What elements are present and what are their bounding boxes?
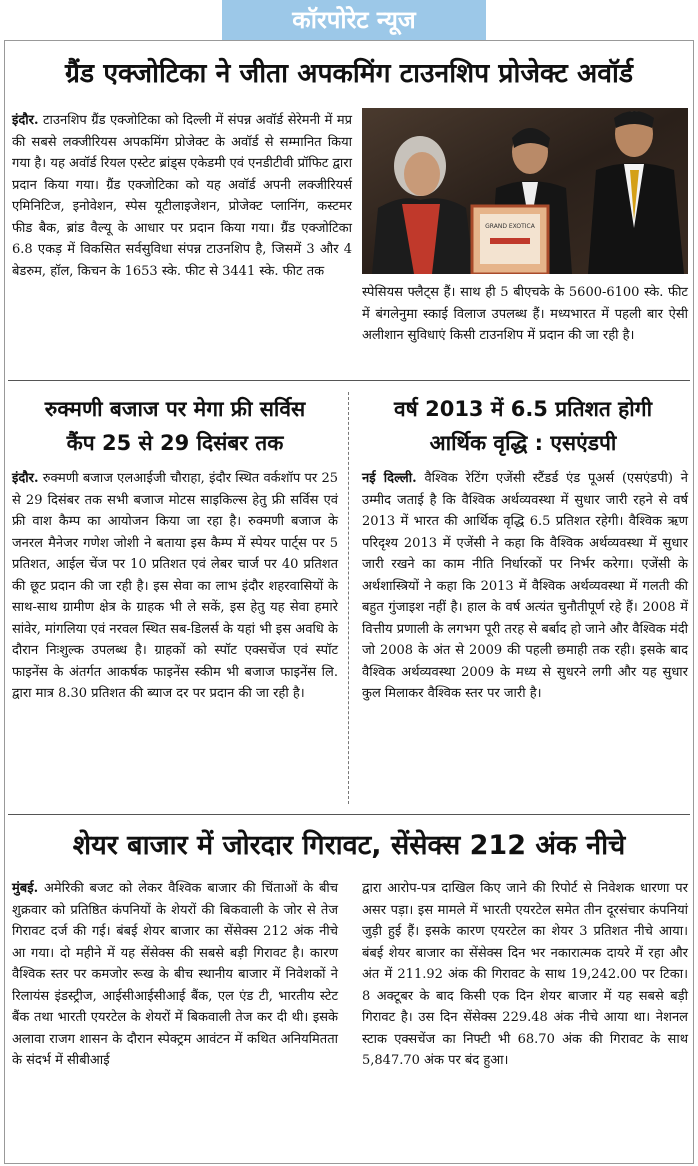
article2-dateline: इंदौर.	[12, 471, 39, 486]
article1-dateline: इंदौर.	[12, 113, 39, 128]
article3-body	[362, 468, 688, 705]
article3-text: वैश्विक रेटिंग एजेंसी स्टैंडर्ड एंड पूअर्स (एसएंडपी) ने उम्मीद जताई है कि वैश्विक अर्थव्यवस्था में सुधार जारी रहने से वर्ष 2013 में भारत की आर्थिक वृद्धि 6.5 प्रतिशत रहेगी। वैश्विक ऋण परिदृश्य 2013 में एजेंसी ने कहा कि वैश्विक अर्थव्यवस्था में सुधार जारी रखने का काम नीति निर्धारकों पर निर्भर करेगा। एजेंसी के अर्थशास्त्रियों ने कहा कि 2013 में वैश्विक अर्थव्यवस्था में गलती की बहुत गुंजाइश नहीं है। हाल के वर्ष अत्यंत चुनौतीपूर्ण रहे हैं। 2008 में वित्तीय प्रणाली के लगभग पूरी तरह से बर्बाद हो जाने और वैश्विक मंदी जो 2008 के अंत से 2009 की पहली छमाही तक रही। इसके बाद वैश्विक अर्थव्यवस्था 2009 के मध्य से सुधरने लगी और यह सुधार कुल मिलाकर वैश्विक स्तर पर जारी है।	[362, 471, 688, 701]
award-photo-image	[362, 108, 688, 274]
award-photo	[362, 108, 688, 274]
column-divider	[348, 392, 349, 804]
article2-headline	[8, 392, 342, 460]
article3-dateline: नई दिल्ली.	[362, 471, 417, 486]
article3-headline-line1: वर्ष 2013 में 6.5 प्रतिशत होगी	[393, 397, 653, 421]
article4-body-right: द्वारा आरोप-पत्र दाखिल किए जाने की रिपोर्ट से निवेशक धारणा पर असर पड़ा। इस मामले में भारती एयरटेल समेत तीन दूरसंचार कंपनियां जुड़ी हुई हैं। इसके कारण एयरटेल का शेयर 3 प्रतिशत नीचे आया। बंबई शेयर बाजार का सेंसेक्स दिन भर नकारात्मक दायरे में रहा और अंत में 211.92 अंक की गिरावट के साथ 19,242.00 पर टिका। 8 अक्टूबर के बाद किसी एक दिन शेयर बाजार में यह सबसे बड़ी गिरावट है। उस दिन सेंसेक्स 229.48 अंक नीचे आया था। नेशनल स्टाक एक्सचेंज का निफ्टी भी 68.70 अंक की गिरावट के साथ 5,847.70 अंक पर बंद हुआ।	[362, 881, 688, 1068]
article4-text-left: अमेरिकी बजट को लेकर वैश्विक बाजार की चिंताओं के बीच शुक्रवार को प्रतिष्ठित कंपनियों के शेयरों की बिकवाली के जोर से तेज गिरावट दर्ज की गई। बंबई शेयर बाजार का सेंसेक्स 212 अंक नीचे आ गया। दो महीने में यह सेंसेक्स की सबसे बड़ी गिरावट है। कारण वैश्विक स्तर पर कमजोर रूख के बीच स्थानीय बाजार में निवेशकों ने रिलायंस इंडस्ट्रीज, आईसीआईसीआई बैंक, एल एंड टी, भारतीय स्टेट बैंक तथा भारती एयरटेल के शेयरों में बिकवाली तेज कर दी थी। इसके अलावा राजग शासन के दौरान स्पेक्ट्रम आवंटन में कथित अनियमितता के संदर्भ में सीबीआई	[12, 881, 338, 1068]
section-label: कॉरपोरेट न्यूज	[222, 0, 486, 40]
article3-headline-line2: आर्थिक वृद्धि : एसएंडपी	[429, 431, 617, 455]
article1-body-left	[12, 110, 352, 282]
divider-2	[8, 814, 690, 815]
article2-body	[12, 468, 338, 705]
article2-headline-line2: कैंप 25 से 29 दिसंबर तक	[66, 431, 284, 455]
header-band	[0, 0, 698, 40]
article1-body-right: स्पेसियस फ्लैट्स हैं। साथ ही 5 बीएचके के 5600-6100 स्के. फीट में बंगलेनुमा स्काई विलाज उपलब्ध हैं। मध्यभारत में पहली बार ऐसी अलीशान सुविधाएं किसी टाउनशिप में प्रदान की जा रही है।	[362, 285, 688, 343]
certificate-text: GRAND EXOTICA	[485, 223, 535, 230]
article2-headline-line1: रुक्मणी बजाज पर मेगा फ्री सर्विस	[44, 397, 306, 421]
divider-1	[8, 380, 690, 381]
article1-headline: ग्रैंड एक्जोटिका ने जीता अपकमिंग टाउनशिप प्रोजेक्ट अवॉर्ड	[64, 58, 634, 89]
article4-dateline: मुंबई.	[12, 881, 39, 896]
article3-headline	[356, 392, 690, 460]
article1-text-left: टाउनशिप ग्रैंड एक्जोटिका को दिल्ली में संपन्न अवॉर्ड सेरेमनी में मप्र की सबसे लक्जीरियस अपकमिंग प्रोजेक्ट के अवॉर्ड से सम्मानित किया गया है। यह अवॉर्ड रियल एस्टेट ब्रांड्स एकेडमी एवं एनडीटीवी प्रॉफिट द्वारा प्रदान किया गया। ग्रैंड एक्जोटिका को यह अवॉर्ड अपनी लक्जीरियर्स एमिनिटिज, इनोवेशन, स्पेस यूटीलाइजेशन, प्रोजेक्ट प्लानिंग, कस्टमर फीड बैक, ब्रांड वैल्यू के आधार पर प्रदान किया गया। ग्रैंड एक्जोटिका 6.8 एकड़ में विकसित सर्वसुविधा संपन्न टाउनशिप है, जिसमें 3 और 4 बेडरुम, हॉल, किचन के 1653 स्के. फीट से 3441 स्के. फीट तक	[12, 113, 352, 279]
article2-text: रुक्मणी बजाज एलआईजी चौराहा, इंदौर स्थित वर्कशॉप पर 25 से 29 दिसंबर तक सभी बजाज मोटस साइकिल्स हेतु फ्री सर्विस एवं फ्री वाश कैम्प का आयोजन किया जा रहा है। रुक्मणी बजाज के जनरल मैनेजर गणेश जोशी ने बताया इस कैम्प में स्पेयर पार्ट्स पर 5 प्रतिशत, आईल चेंज पर 10 प्रतिशत एवं लेबर चार्ज पर 40 प्रतिशत की छूट प्रदान की जा रही है। इस सेवा का लाभ इंदौर शहरवासियों के साथ-साथ ग्रामीण क्षेत्र के ग्राहक भी ले सकें, इस हेतु यह सेवा हमारे सांवेर, मांगलिया एवं नरवल स्थित सब-डिलर्स के यहां भी इस अवधि के दौरान निःशुल्क उपलब्ध है। ग्राहकों को स्पॉट एक्सचेंज एवं स्पॉट फाइनेंस के अंतर्गत आकर्षक फाइनेंस स्कीम भी बजाज फाइनेंस लि. द्वारा मात्र 8.30 प्रतिशत की ब्याज दर पर प्रदान की जा रही है।	[12, 471, 338, 701]
article4-body-left	[12, 878, 338, 1072]
article4-headline: शेयर बाजार में जोरदार गिरावट, सेंसेक्स 212 अंक नीचे	[72, 830, 626, 861]
